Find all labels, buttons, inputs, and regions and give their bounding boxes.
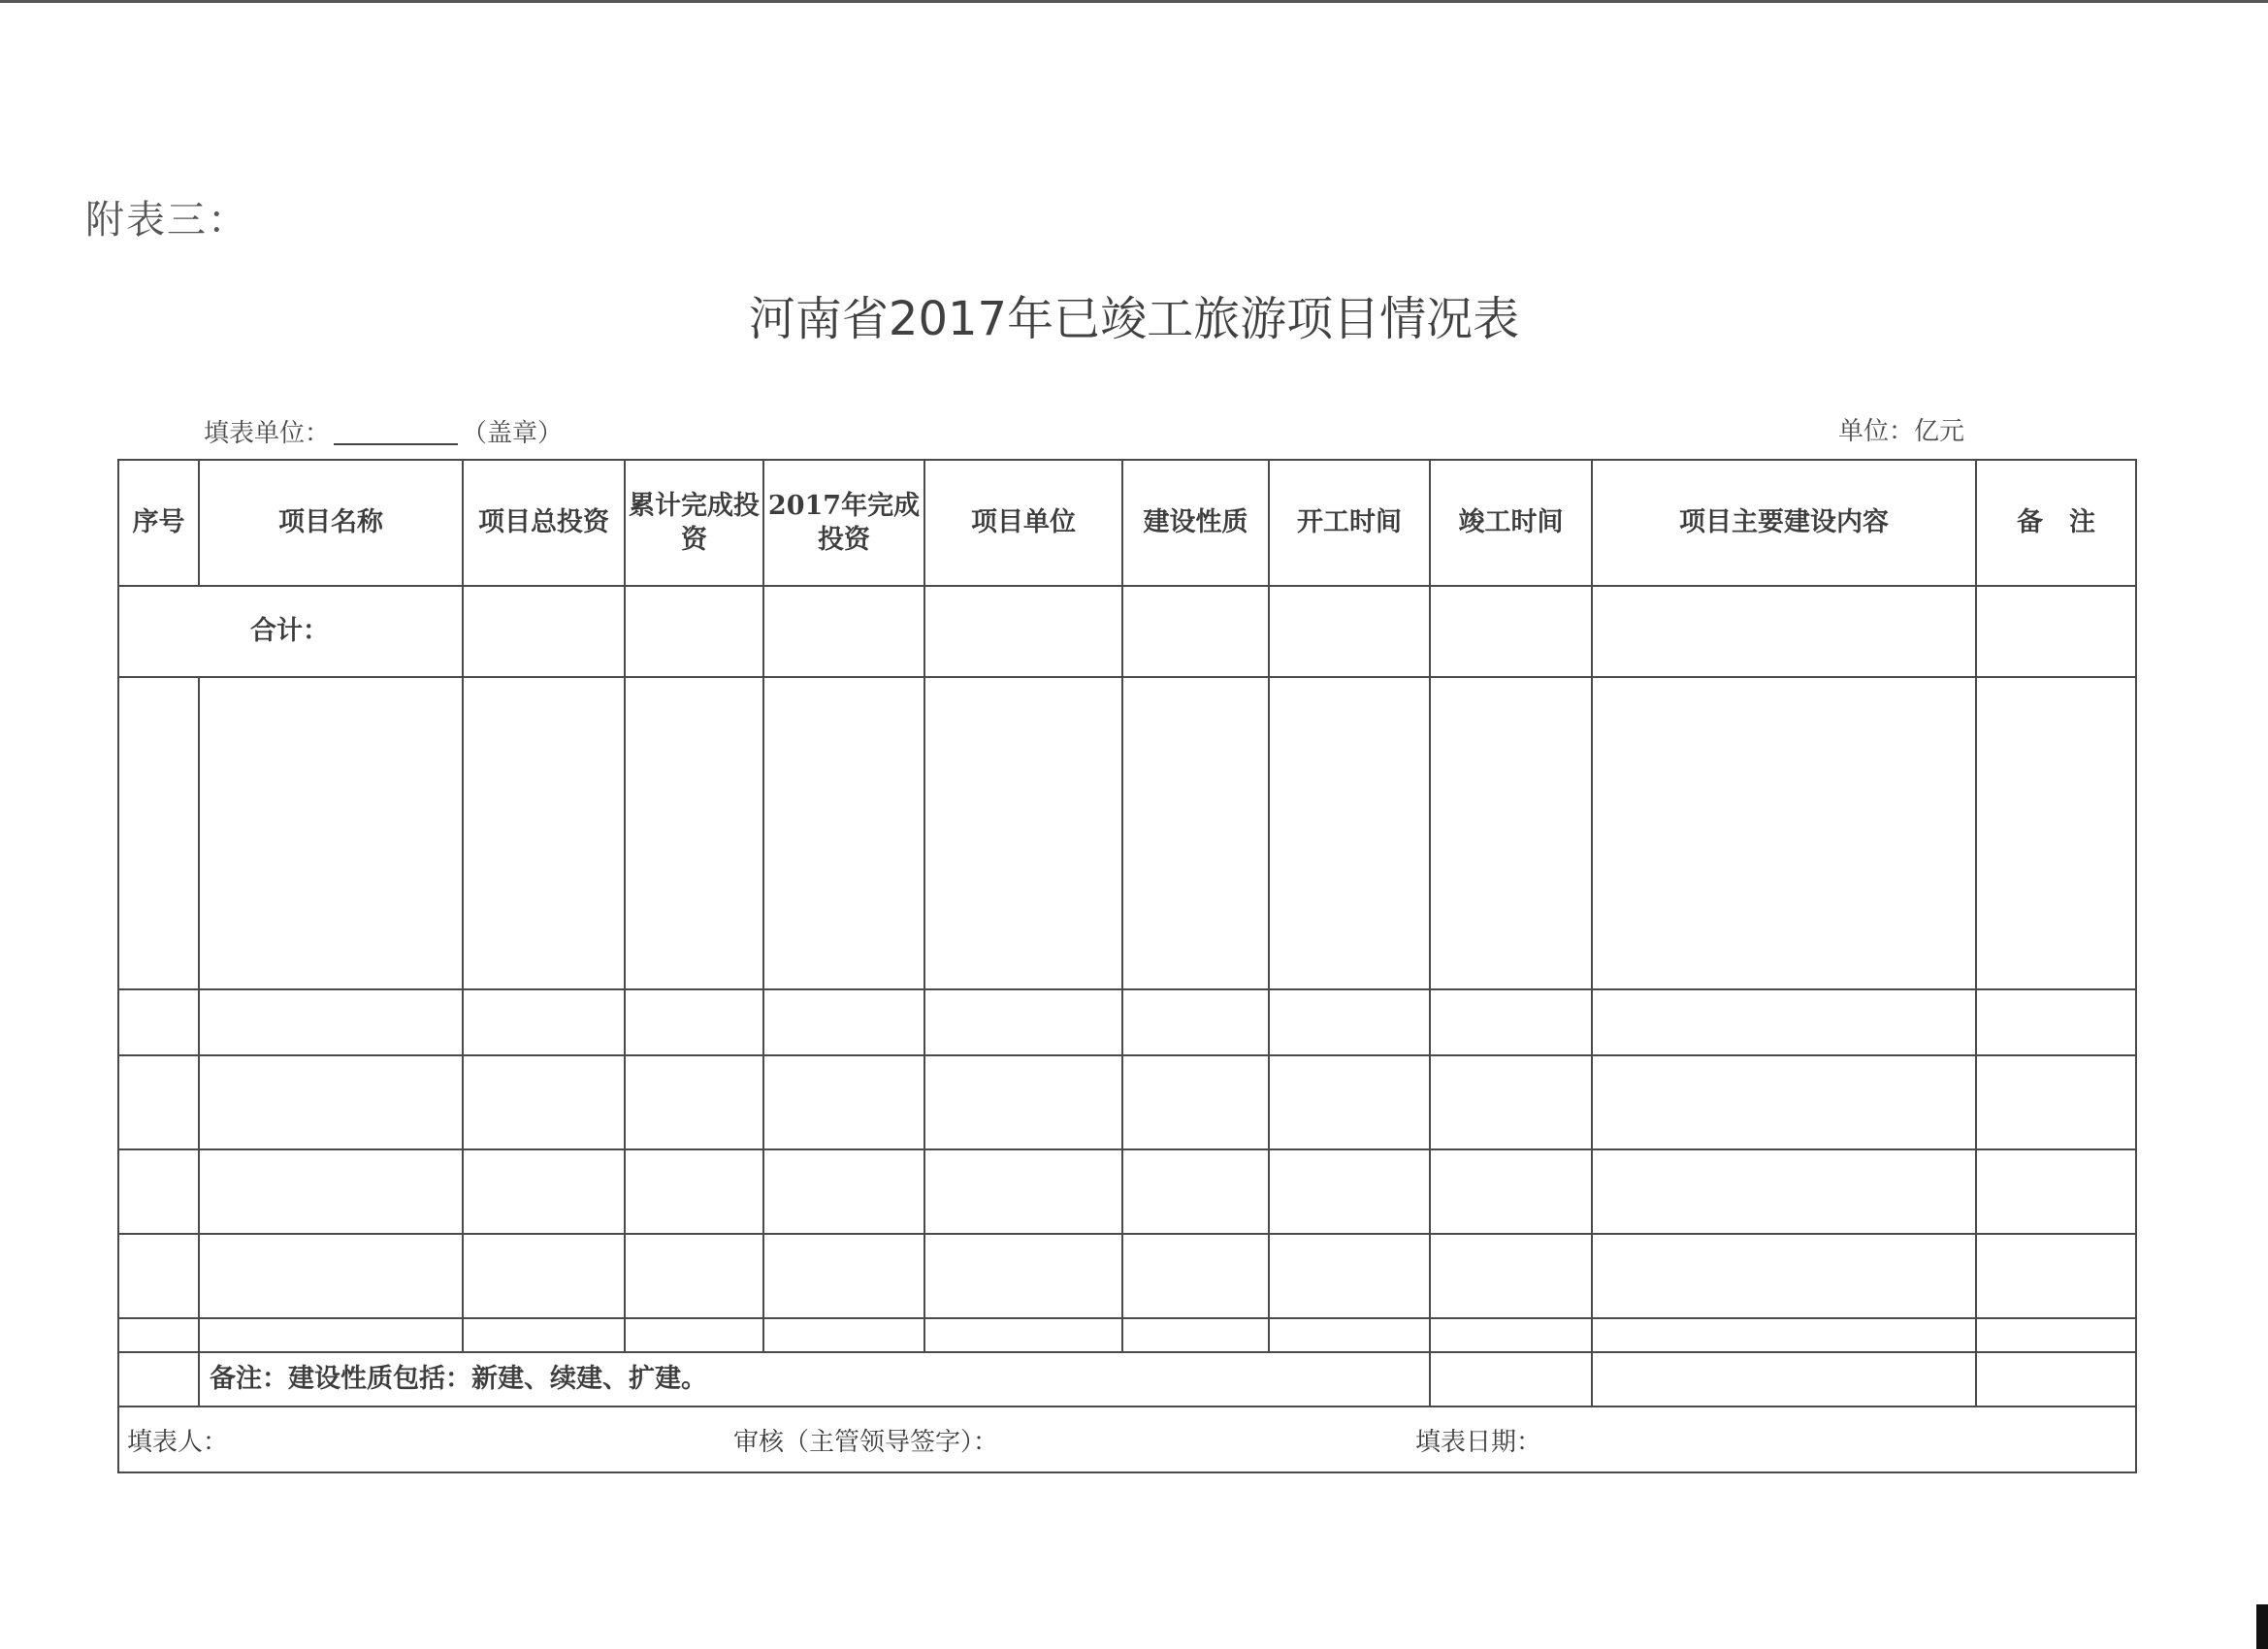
total-row bbox=[118, 586, 2136, 677]
table-cell[interactable] bbox=[118, 1234, 199, 1318]
table-cell[interactable] bbox=[763, 1055, 924, 1149]
table-cell[interactable] bbox=[1976, 1318, 2136, 1352]
table-cell[interactable] bbox=[463, 677, 625, 989]
fill-unit-label: 填表单位： bbox=[204, 419, 331, 448]
header-cumulative-investment: 累计完成投资 bbox=[625, 460, 763, 586]
table-cell[interactable] bbox=[763, 1149, 924, 1234]
table-cell[interactable] bbox=[1976, 1352, 2136, 1406]
table-cell[interactable] bbox=[1269, 677, 1430, 989]
header-row bbox=[118, 460, 2136, 586]
table-cell[interactable] bbox=[118, 1149, 199, 1234]
table-cell[interactable] bbox=[463, 1234, 625, 1318]
table-cell[interactable] bbox=[924, 1318, 1122, 1352]
note-row bbox=[118, 1352, 2136, 1406]
table-cell[interactable] bbox=[199, 1055, 463, 1149]
table-cell[interactable] bbox=[625, 989, 763, 1055]
table-cell[interactable] bbox=[1269, 1234, 1430, 1318]
table-row bbox=[118, 1149, 2136, 1234]
table-cell[interactable] bbox=[1976, 989, 2136, 1055]
date-label: 填表日期： bbox=[1415, 1428, 1542, 1457]
header-seq: 序号 bbox=[118, 460, 199, 586]
table-row bbox=[118, 677, 2136, 989]
table-cell[interactable] bbox=[118, 989, 199, 1055]
table-cell[interactable] bbox=[1269, 1055, 1430, 1149]
table-cell[interactable] bbox=[1592, 677, 1976, 989]
table-cell[interactable] bbox=[1430, 1352, 1592, 1406]
note-text: 备注：建设性质包括：新建、续建、扩建。 bbox=[199, 1352, 1430, 1406]
table-cell[interactable] bbox=[1122, 1149, 1269, 1234]
table-cell[interactable] bbox=[1430, 677, 1592, 989]
total-label: 合计： bbox=[118, 586, 463, 677]
table-cell[interactable] bbox=[1592, 1318, 1976, 1352]
table-cell[interactable] bbox=[1976, 677, 2136, 989]
header-project-unit: 项目单位 bbox=[924, 460, 1122, 586]
table-row bbox=[118, 1055, 2136, 1149]
table-cell[interactable] bbox=[1122, 1318, 1269, 1352]
table-cell[interactable] bbox=[1269, 989, 1430, 1055]
header-start-time: 开工时间 bbox=[1269, 460, 1430, 586]
document-title: 河南省2017年已竣工旅游项目情况表 bbox=[748, 292, 1520, 346]
table-cell[interactable] bbox=[763, 1234, 924, 1318]
table-cell[interactable] bbox=[924, 586, 1122, 677]
table-cell[interactable] bbox=[625, 1234, 763, 1318]
table-cell[interactable] bbox=[1592, 1055, 1976, 1149]
reviewer-label: 审核（主管领导签字）： bbox=[733, 1428, 999, 1457]
table-cell[interactable] bbox=[1269, 1318, 1430, 1352]
scan-corner-mark bbox=[2256, 1604, 2268, 1649]
project-table bbox=[117, 459, 2137, 1473]
table-cell[interactable] bbox=[924, 989, 1122, 1055]
table-row bbox=[118, 1234, 2136, 1318]
table-cell[interactable] bbox=[1430, 1055, 1592, 1149]
table-cell[interactable] bbox=[1430, 989, 1592, 1055]
table-cell[interactable] bbox=[625, 677, 763, 989]
table-cell[interactable] bbox=[463, 1149, 625, 1234]
table-cell[interactable] bbox=[1592, 1149, 1976, 1234]
table-cell[interactable] bbox=[1122, 1234, 1269, 1318]
fill-unit-blank bbox=[334, 443, 458, 445]
table-cell[interactable] bbox=[1592, 989, 1976, 1055]
table-cell[interactable] bbox=[625, 1149, 763, 1234]
table-cell[interactable] bbox=[1976, 1055, 2136, 1149]
table-cell[interactable] bbox=[1430, 1149, 1592, 1234]
table-cell[interactable] bbox=[763, 989, 924, 1055]
table-cell[interactable] bbox=[1976, 1149, 2136, 1234]
table-cell[interactable] bbox=[1122, 586, 1269, 677]
table-cell[interactable] bbox=[118, 1318, 199, 1352]
filler-label: 填表人： bbox=[127, 1428, 229, 1457]
table-cell[interactable] bbox=[924, 677, 1122, 989]
table-cell[interactable] bbox=[1430, 1318, 1592, 1352]
table-cell[interactable] bbox=[763, 586, 924, 677]
table-cell[interactable] bbox=[199, 677, 463, 989]
table-cell[interactable] bbox=[924, 1234, 1122, 1318]
table-cell[interactable] bbox=[1592, 1234, 1976, 1318]
table-cell[interactable] bbox=[463, 1318, 625, 1352]
table-cell[interactable] bbox=[118, 677, 199, 989]
fill-unit-line bbox=[204, 413, 563, 449]
table-cell[interactable] bbox=[625, 586, 763, 677]
table-cell[interactable] bbox=[1592, 1352, 1976, 1406]
unit-label: 单位：亿元 bbox=[1838, 417, 1965, 446]
table-cell[interactable] bbox=[1430, 1234, 1592, 1318]
header-completion-time: 竣工时间 bbox=[1430, 460, 1592, 586]
table-cell[interactable] bbox=[118, 1352, 199, 1406]
header-main-content: 项目主要建设内容 bbox=[1592, 460, 1976, 586]
table-cell[interactable] bbox=[924, 1149, 1122, 1234]
signature-cell bbox=[118, 1406, 2136, 1472]
table-cell[interactable] bbox=[1269, 1149, 1430, 1234]
header-total-investment: 项目总投资 bbox=[463, 460, 625, 586]
table-cell[interactable] bbox=[625, 1318, 763, 1352]
attachment-label: 附表三： bbox=[85, 198, 248, 242]
header-2017-investment: 2017年完成投资 bbox=[763, 460, 924, 586]
table-row bbox=[118, 1318, 2136, 1352]
header-name: 项目名称 bbox=[199, 460, 463, 586]
table-cell[interactable] bbox=[199, 1149, 463, 1234]
table-cell[interactable] bbox=[1430, 586, 1592, 677]
table-cell[interactable] bbox=[625, 1055, 763, 1149]
table-cell[interactable] bbox=[463, 989, 625, 1055]
table-cell[interactable] bbox=[199, 1318, 463, 1352]
table-cell[interactable] bbox=[1592, 586, 1976, 677]
table-cell[interactable] bbox=[463, 586, 625, 677]
table-cell[interactable] bbox=[1122, 1055, 1269, 1149]
table-cell[interactable] bbox=[1122, 677, 1269, 989]
table-row bbox=[118, 989, 2136, 1055]
table-cell[interactable] bbox=[1269, 586, 1430, 677]
signature-row bbox=[118, 1406, 2136, 1472]
table-cell[interactable] bbox=[763, 677, 924, 989]
scan-border-top bbox=[0, 0, 2268, 3]
header-remarks: 备 注 bbox=[1976, 460, 2136, 586]
header-construction-type: 建设性质 bbox=[1122, 460, 1269, 586]
table-cell[interactable] bbox=[1122, 989, 1269, 1055]
table-cell[interactable] bbox=[118, 1055, 199, 1149]
table-cell[interactable] bbox=[199, 989, 463, 1055]
table-cell[interactable] bbox=[763, 1318, 924, 1352]
seal-note: （盖章） bbox=[462, 419, 564, 448]
table-cell[interactable] bbox=[924, 1055, 1122, 1149]
table-cell[interactable] bbox=[463, 1055, 625, 1149]
table-cell[interactable] bbox=[199, 1234, 463, 1318]
table-cell[interactable] bbox=[1976, 586, 2136, 677]
table-cell[interactable] bbox=[1976, 1234, 2136, 1318]
